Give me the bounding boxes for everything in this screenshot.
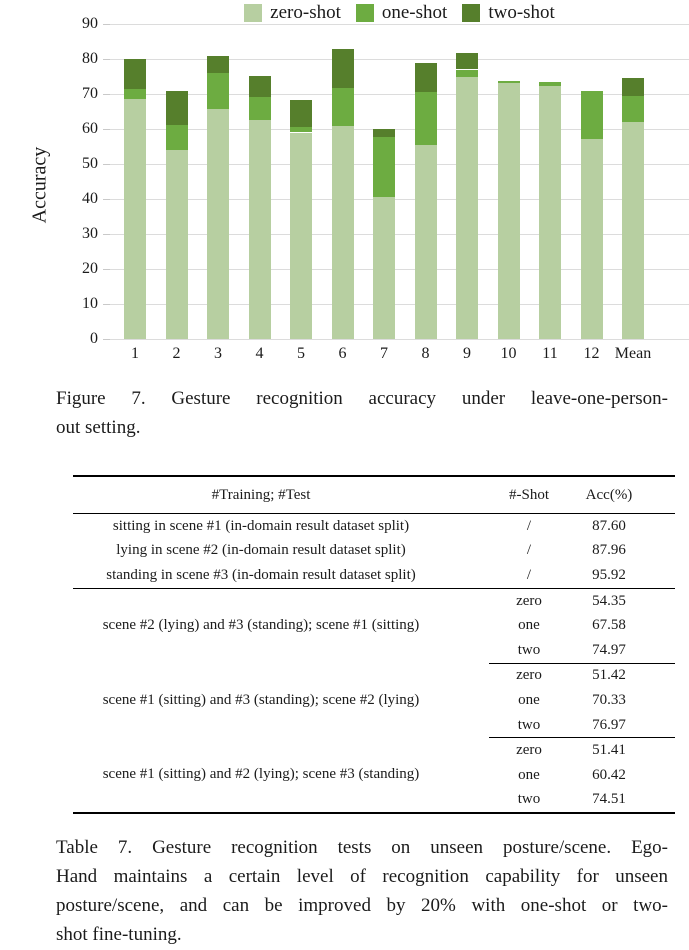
bar-segment — [622, 78, 644, 97]
legend-label: two-shot — [488, 2, 555, 23]
gridline — [110, 59, 689, 60]
bar-segment — [332, 126, 354, 339]
y-tick-label: 80 — [82, 50, 98, 67]
table-row — [73, 738, 675, 763]
acc-cell: 67.58 — [592, 617, 626, 634]
table-row — [73, 663, 675, 688]
y-tick-mark — [103, 339, 110, 340]
bar-segment — [539, 82, 561, 86]
y-tick-mark — [103, 269, 110, 270]
bar-segment — [373, 197, 395, 339]
bar-segment — [290, 133, 312, 340]
caption-line: shot fine-tuning. — [56, 924, 182, 945]
bar-segment — [456, 70, 478, 78]
y-tick-mark — [103, 304, 110, 305]
acc-cell: 60.42 — [592, 766, 626, 783]
acc-cell: 54.35 — [592, 592, 626, 609]
x-tick-label: Mean — [614, 345, 652, 362]
bar-segment — [290, 127, 312, 133]
bar-segment — [124, 89, 146, 99]
group-label: scene #1 (sitting) and #2 (lying); scene #3 (standing) — [102, 766, 420, 783]
y-tick-mark — [103, 129, 110, 130]
x-tick-label: 11 — [542, 345, 558, 362]
col-header-acc: Acc(%) — [569, 477, 675, 514]
acc-cell: 51.42 — [569, 663, 675, 688]
bar-segment — [332, 49, 354, 88]
shot-cell: two — [517, 716, 541, 733]
table-row — [73, 563, 675, 588]
bar-segment — [166, 91, 188, 125]
row-label: lying in scene #2 (in-domain result dataset split) — [116, 542, 406, 559]
y-tick-label: 70 — [82, 85, 98, 102]
x-tick-label: 5 — [297, 345, 305, 362]
y-tick-mark — [103, 94, 110, 95]
shot-cell: two — [517, 641, 541, 658]
bar-segment — [249, 120, 271, 339]
y-tick-label: 40 — [82, 190, 98, 207]
table-row — [73, 514, 675, 539]
legend-label: zero-shot — [270, 2, 341, 23]
y-tick-label: 30 — [82, 225, 98, 242]
acc-cell: 95.92 — [569, 563, 675, 588]
acc-cell: 74.51 — [592, 791, 626, 808]
bar-segment — [498, 81, 520, 82]
group-label: scene #1 (sitting) and #3 (standing); scene #2 (lying) — [102, 691, 420, 708]
y-tick-label: 50 — [82, 155, 98, 172]
x-tick-label: 9 — [463, 345, 471, 362]
bar-segment — [332, 88, 354, 126]
y-tick-mark — [103, 234, 110, 235]
legend-swatch — [462, 4, 480, 22]
table-row — [73, 588, 675, 613]
table-caption — [56, 833, 668, 949]
bar-segment — [207, 73, 229, 109]
shot-cell: one — [518, 617, 540, 634]
bar-segment — [539, 86, 561, 339]
gridline — [110, 24, 689, 25]
y-tick-label: 20 — [82, 260, 98, 277]
y-tick-label: 60 — [82, 120, 98, 137]
shot-cell: zero — [489, 738, 569, 763]
legend-item — [244, 3, 341, 23]
bar-segment — [415, 63, 437, 91]
bar-segment — [207, 109, 229, 339]
bar-segment — [622, 122, 644, 339]
bar-segment — [373, 129, 395, 136]
shot-cell: zero — [516, 592, 542, 609]
acc-cell: 70.33 — [592, 691, 626, 708]
chart-legend — [110, 2, 689, 24]
bar-segment — [456, 77, 478, 339]
figure-caption — [56, 384, 668, 442]
acc-cell: 87.60 — [592, 517, 626, 534]
group-label: scene #2 (lying) and #3 (standing); scene #1 (sitting) — [102, 617, 420, 634]
bar-segment — [581, 91, 603, 139]
y-tick-mark — [103, 24, 110, 25]
bar-segment — [622, 96, 644, 121]
x-tick-label: 10 — [500, 345, 517, 362]
row-label: standing in scene #3 (in-domain result dataset split) — [73, 563, 489, 588]
y-axis-title: Accuracy — [28, 146, 51, 224]
bar-segment — [498, 83, 520, 339]
bar-segment — [124, 99, 146, 339]
legend-swatch — [356, 4, 374, 22]
results-table-wrap — [73, 475, 675, 814]
legend-item — [462, 3, 555, 23]
acc-cell: 74.97 — [592, 641, 626, 658]
caption-line: Figure 7. Gesture recognition accuracy under leave-one-person- — [56, 388, 668, 409]
x-tick-label: 7 — [380, 345, 388, 362]
acc-cell: 76.97 — [592, 716, 626, 733]
col-header-shot: #-Shot — [489, 477, 569, 514]
x-tick-label: 8 — [421, 345, 430, 362]
bar-segment — [581, 139, 603, 339]
bar-segment — [290, 100, 312, 127]
y-tick-label: 90 — [82, 15, 98, 32]
shot-cell: zero — [489, 663, 569, 688]
acc-cell: 51.41 — [569, 738, 675, 763]
shot-cell: / — [526, 517, 532, 534]
caption-line: Table 7. Gesture recognition tests on unseen posture/scene. Ego- — [56, 837, 668, 858]
bar-segment — [373, 137, 395, 198]
x-tick-label: 3 — [214, 345, 222, 362]
y-tick-label: 10 — [82, 295, 98, 312]
y-tick-label: 0 — [90, 330, 98, 347]
x-tick-label: 6 — [338, 345, 347, 362]
shot-cell: one — [518, 766, 540, 783]
shot-cell: two — [517, 791, 541, 808]
row-label: sitting in scene #1 (in-domain result dataset split) — [112, 517, 410, 534]
shot-cell: one — [518, 691, 540, 708]
bar-segment — [456, 53, 478, 69]
x-tick-label: 2 — [172, 345, 181, 362]
legend-label: one-shot — [381, 2, 448, 23]
caption-line: posture/scene, and can be improved by 20% with one-shot or two- — [56, 895, 668, 916]
x-tick-label: 1 — [131, 345, 139, 362]
results-table — [73, 477, 675, 812]
y-tick-mark — [103, 59, 110, 60]
bar-segment — [166, 125, 188, 150]
bar-segment — [249, 76, 271, 97]
y-tick-mark — [103, 199, 110, 200]
table-row — [73, 539, 675, 564]
x-tick-label: 4 — [255, 345, 264, 362]
bar-segment — [249, 97, 271, 120]
bar-segment — [166, 150, 188, 339]
shot-cell: / — [526, 542, 532, 559]
acc-cell: 87.96 — [592, 542, 626, 559]
bar-segment — [415, 145, 437, 339]
col-header-training-test: #Training; #Test — [73, 477, 489, 514]
x-tick-label: 12 — [583, 345, 600, 362]
chart — [0, 0, 689, 372]
legend-item — [356, 3, 447, 23]
shot-cell: / — [489, 563, 569, 588]
legend-swatch — [244, 4, 262, 22]
y-tick-mark — [103, 164, 110, 165]
bar-segment — [415, 92, 437, 146]
gridline — [110, 339, 689, 340]
bar-segment — [124, 59, 146, 89]
bar-segment — [207, 56, 229, 74]
caption-line: Hand maintains a certain level of recognition capability for unseen — [56, 866, 668, 887]
caption-line: out setting. — [56, 417, 141, 438]
table-header-row — [73, 477, 675, 514]
